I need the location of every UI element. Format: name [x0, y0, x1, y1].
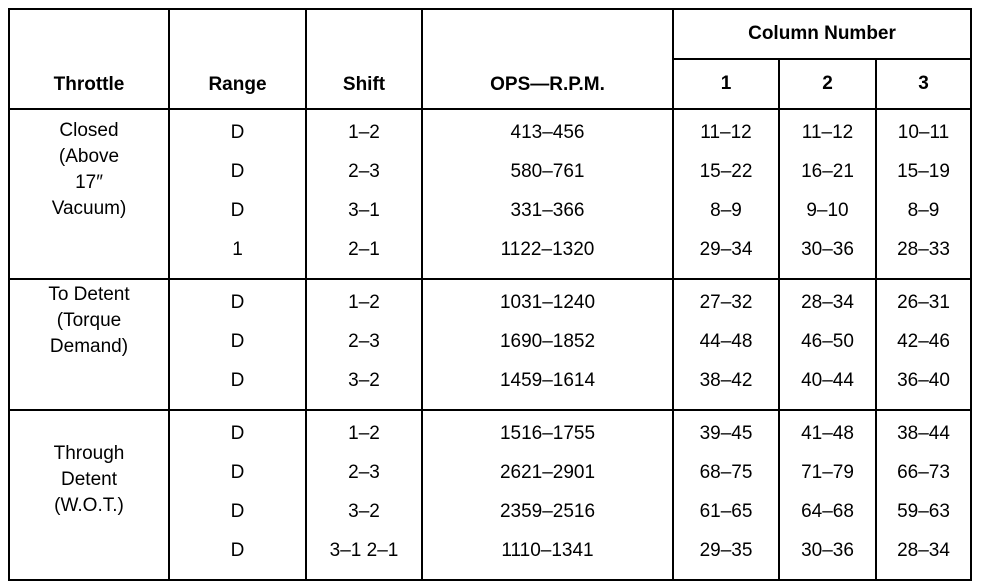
shift-value: 3–1 2–1	[329, 540, 399, 561]
column-2-value: 64–68	[801, 501, 854, 522]
column-1-cell	[673, 109, 779, 279]
shift-cell	[306, 109, 422, 279]
column-1-value: 27–32	[699, 292, 753, 313]
range-value: 1	[232, 239, 243, 260]
range-cell	[169, 279, 306, 410]
column-3-cell	[876, 410, 971, 580]
shift-value: 3–2	[348, 501, 380, 522]
range-value: D	[230, 331, 245, 352]
table-row-group-closed	[9, 109, 971, 279]
ops-rpm-value: 1459–1614	[499, 370, 596, 391]
ops-rpm-value: 331–366	[510, 200, 585, 221]
shift-value: 3–1	[348, 200, 380, 221]
column-3-value: 42–46	[897, 331, 950, 352]
column-3-value: 28–33	[897, 239, 950, 260]
column-3-value: 26–31	[897, 292, 950, 313]
table-body	[9, 109, 971, 580]
ops-rpm-value: 413–456	[510, 122, 585, 143]
column-3-value: 28–34	[897, 540, 950, 561]
shift-value: 1–2	[348, 292, 380, 313]
column-3-cell	[876, 109, 971, 279]
column-1-value: 44–48	[699, 331, 753, 352]
shift-value: 2–1	[348, 239, 380, 260]
table-row-group-to-detent	[9, 279, 971, 410]
throttle-line: 17″	[75, 172, 103, 193]
ops-rpm-value: 1110–1341	[501, 540, 594, 561]
throttle-header: Throttle	[9, 9, 169, 109]
ops-rpm-value: 580–761	[510, 161, 585, 182]
column-number-header: Column Number	[673, 9, 971, 59]
ops-rpm-cell	[422, 109, 673, 279]
column-1-value: 11–12	[700, 122, 752, 143]
range-value: D	[230, 540, 245, 561]
ops-rpm-header: OPS—R.P.M.	[422, 9, 673, 109]
column-1-header: 1	[673, 59, 779, 109]
column-2-value: 30–36	[801, 540, 854, 561]
range-cell	[169, 109, 306, 279]
range-header: Range	[169, 9, 306, 109]
ops-rpm-cell	[422, 410, 673, 580]
column-3-value: 36–40	[897, 370, 950, 391]
shift-cell	[306, 279, 422, 410]
column-1-value: 61–65	[699, 501, 753, 522]
column-1-value: 8–9	[710, 200, 742, 221]
shift-points-table	[8, 8, 972, 581]
shift-cell	[306, 410, 422, 580]
shift-value: 1–2	[348, 423, 380, 444]
shift-header: Shift	[306, 9, 422, 109]
shift-value: 2–3	[348, 161, 380, 182]
column-1-value: 39–45	[699, 423, 753, 444]
column-3-value: 59–63	[897, 501, 950, 522]
range-value: D	[230, 200, 245, 221]
range-value: D	[230, 161, 245, 182]
range-value: D	[230, 370, 245, 391]
throttle-line: Detent	[61, 469, 117, 490]
ops-rpm-value: 1690–1852	[499, 331, 596, 352]
column-1-value: 68–75	[699, 462, 753, 483]
throttle-line: (Torque	[56, 310, 122, 331]
column-3-value: 38–44	[897, 423, 950, 444]
throttle-line: Demand)	[49, 336, 129, 357]
column-3-value: 8–9	[907, 200, 940, 221]
ops-rpm-value: 1031–1240	[499, 292, 596, 313]
range-value: D	[230, 501, 245, 522]
ops-rpm-value: 2359–2516	[499, 501, 596, 522]
table-header	[9, 9, 971, 109]
throttle-cell	[9, 410, 169, 580]
ops-rpm-cell	[422, 279, 673, 410]
throttle-line: (W.O.T.)	[54, 495, 124, 516]
throttle-cell	[9, 109, 169, 279]
throttle-line: To Detent	[48, 284, 130, 305]
column-2-value: 30–36	[801, 239, 854, 260]
column-2-value: 40–44	[801, 370, 854, 391]
column-2-cell	[779, 109, 876, 279]
range-value: D	[230, 423, 245, 444]
column-3-cell	[876, 279, 971, 410]
range-value: D	[230, 122, 245, 143]
column-1-value: 15–22	[699, 161, 753, 182]
column-2-value: 46–50	[801, 331, 854, 352]
column-2-value: 71–79	[801, 462, 854, 483]
shift-value: 3–2	[348, 370, 380, 391]
column-3-value: 15–19	[897, 161, 950, 182]
column-2-cell	[779, 279, 876, 410]
column-1-cell	[673, 279, 779, 410]
column-1-value: 38–42	[699, 370, 753, 391]
shift-value: 2–3	[348, 462, 380, 483]
ops-rpm-value: 1122–1320	[500, 239, 595, 260]
table-row-group-through-detent	[9, 410, 971, 580]
column-2-header: 2	[779, 59, 876, 109]
shift-points-table-sheet	[8, 8, 970, 561]
column-2-value: 9–10	[806, 200, 849, 221]
throttle-line: Closed	[59, 120, 119, 141]
column-2-value: 41–48	[801, 423, 854, 444]
throttle-line: Through	[53, 443, 125, 464]
header-row-top	[9, 9, 971, 59]
range-value: D	[230, 462, 245, 483]
column-3-value: 10–11	[897, 122, 950, 143]
throttle-line: (Above	[58, 146, 120, 167]
column-1-value: 29–35	[699, 540, 753, 561]
range-cell	[169, 410, 306, 580]
shift-value: 1–2	[348, 122, 380, 143]
column-2-cell	[779, 410, 876, 580]
throttle-line: Vacuum)	[51, 198, 127, 219]
ops-rpm-value: 2621–2901	[499, 462, 596, 483]
throttle-cell	[9, 279, 169, 410]
ops-rpm-value: 1516–1755	[499, 423, 596, 444]
column-3-header: 3	[876, 59, 971, 109]
shift-value: 2–3	[348, 331, 380, 352]
column-1-cell	[673, 410, 779, 580]
column-2-value: 11–12	[801, 122, 854, 143]
column-3-value: 66–73	[897, 462, 950, 483]
column-2-value: 16–21	[801, 161, 854, 182]
column-1-value: 29–34	[699, 239, 753, 260]
range-value: D	[230, 292, 245, 313]
column-2-value: 28–34	[801, 292, 854, 313]
